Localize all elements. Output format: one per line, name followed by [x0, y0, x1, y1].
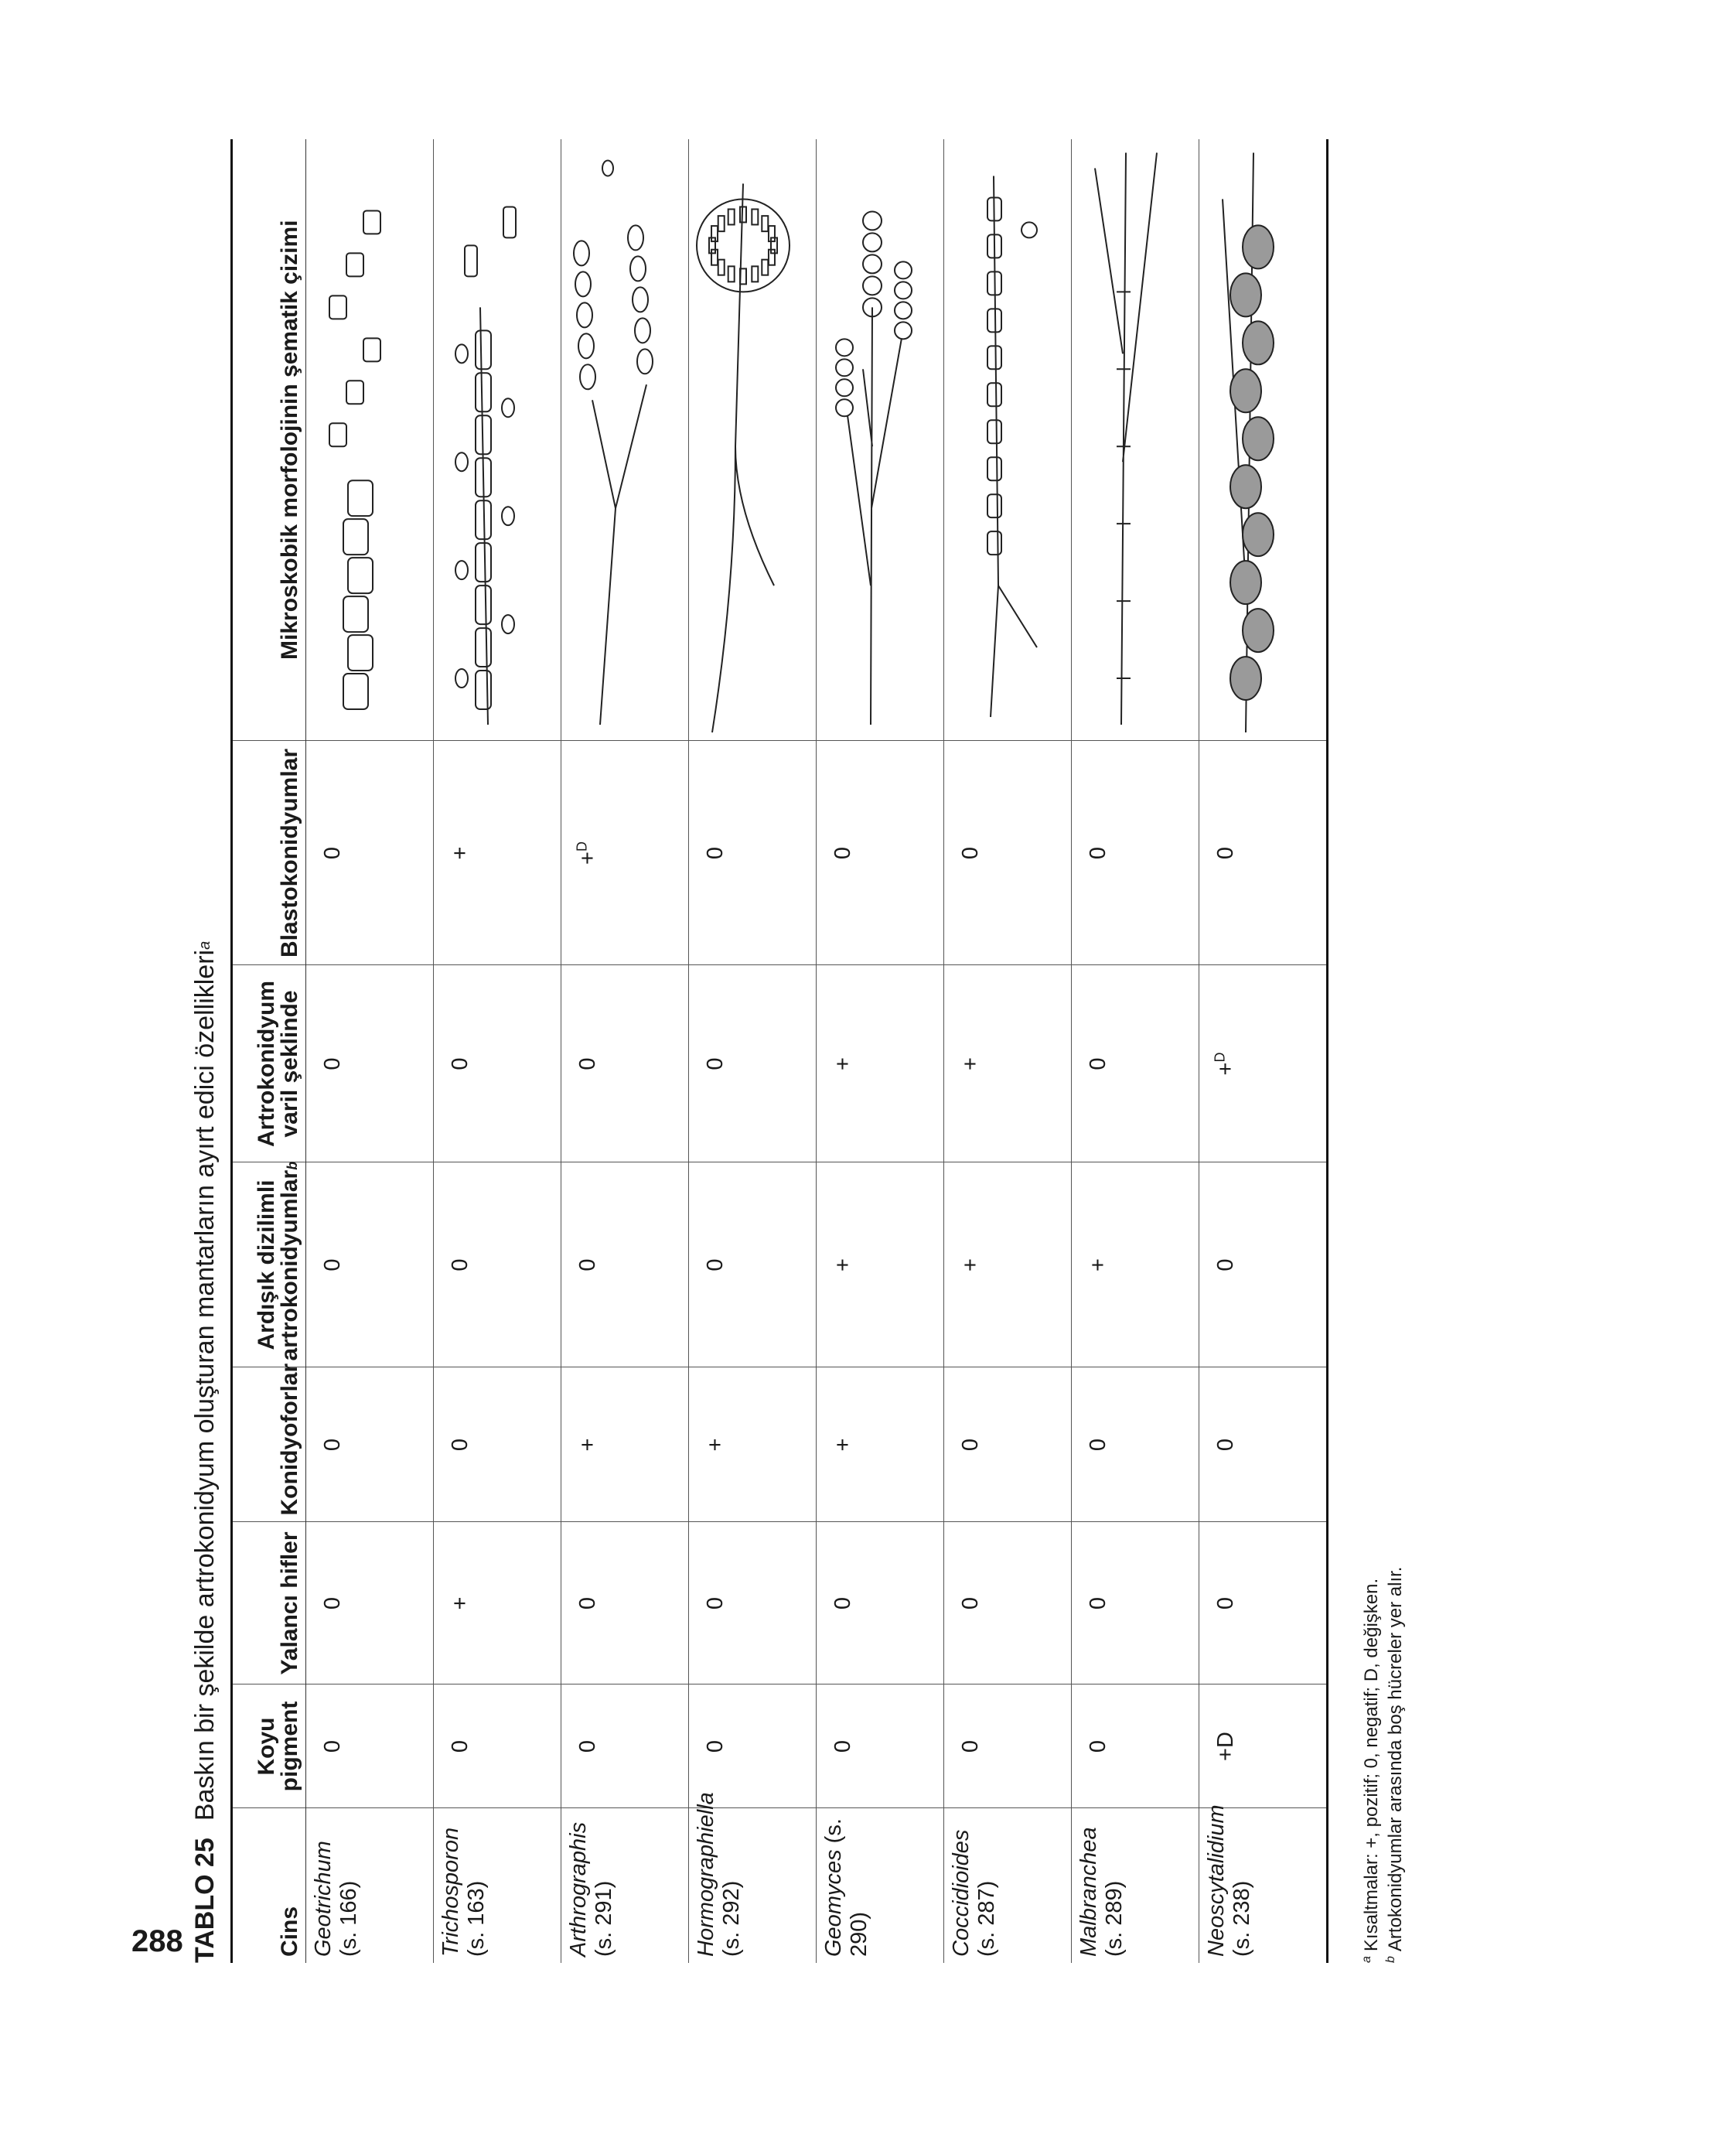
conidiophores-cell-value: 0 [1086, 1438, 1110, 1452]
barrel-arthroconidia-cell [1072, 965, 1199, 1162]
genus-cell [944, 1808, 1072, 1963]
table-row [306, 139, 434, 1963]
pseudohyphae-cell [944, 1522, 1072, 1684]
table-row [944, 139, 1072, 1963]
genus-cell [1199, 1804, 1328, 1963]
table-body [306, 139, 1328, 1963]
pseudohyphae-cell-value: 0 [320, 1596, 345, 1610]
footnote-marker: a [1360, 1956, 1373, 1963]
alternate-arthroconidia-cell-value: + [958, 1258, 983, 1271]
blastoconidia-cell [561, 741, 689, 965]
genus-page-ref: (s. 238) [1230, 1880, 1255, 1957]
genus-name: Geomyces [821, 1849, 846, 1957]
title-footnote-marker: a [196, 940, 213, 950]
pseudohyphae-cell-value: 0 [958, 1596, 983, 1610]
conidiophores-cell-value: + [830, 1438, 855, 1452]
footnotes [1359, 1567, 1407, 1963]
header-alternate-arthroconidia [232, 1162, 306, 1367]
alternate-arthroconidia-cell-value: 0 [575, 1258, 600, 1271]
pseudohyphae-cell-value: 0 [703, 1596, 728, 1610]
blastoconidia-cell [817, 741, 944, 965]
alternate-arthroconidia-cell [944, 1162, 1072, 1367]
rotated-table-block [178, 139, 1508, 1963]
genus-cell [1072, 1808, 1199, 1963]
alternate-arthroconidia-cell-value: 0 [320, 1258, 345, 1271]
genus-page-ref: (s. 289) [1102, 1880, 1127, 1957]
coccidioides-drawing-icon [944, 139, 1052, 741]
header-blastoconidia: Blastokonidyumlar [232, 741, 306, 965]
pseudohyphae-cell [306, 1522, 434, 1684]
alternate-arthroconidia-cell [306, 1162, 434, 1367]
conidiophores-cell [944, 1367, 1072, 1522]
table-row [434, 139, 561, 1963]
pseudohyphae-cell [1072, 1522, 1199, 1684]
conidiophores-cell-value: 0 [1213, 1438, 1238, 1452]
header-dark-pigment: Koyu pigment [232, 1684, 306, 1808]
drawing-cell [1072, 139, 1199, 741]
blastoconidia-cell [1199, 741, 1328, 965]
conidiophores-cell [561, 1367, 689, 1522]
barrel-arthroconidia-cell-value: 0 [575, 1057, 600, 1070]
malbranchea-drawing-icon [1072, 139, 1180, 741]
header-row [232, 139, 306, 1963]
pseudohyphae-cell [689, 1522, 817, 1684]
dark-pigment-cell [689, 1684, 817, 1808]
blastoconidia-cell [434, 741, 561, 965]
alternate-arthroconidia-cell-value: 0 [448, 1258, 472, 1271]
table-row [561, 139, 689, 1963]
drawing-cell [817, 139, 944, 741]
barrel-arthroconidia-cell [689, 965, 817, 1162]
dark-pigment-cell [1072, 1684, 1199, 1808]
conidiophores-cell [434, 1367, 561, 1522]
table-number: TABLO 25 [189, 1838, 220, 1963]
alternate-arthroconidia-cell [689, 1162, 817, 1367]
footnote-text: Kısaltmalar: +, pozitif; 0, negatif; D, değişken. [1361, 1578, 1382, 1952]
blastoconidia-cell-value: 0 [830, 846, 855, 860]
pseudohyphae-cell [561, 1522, 689, 1684]
pseudohyphae-cell-value: 0 [1213, 1596, 1238, 1610]
blastoconidia-cell-value: 0 [703, 846, 728, 860]
conidiophores-cell-value: 0 [320, 1438, 345, 1452]
conidiophores-cell-value: 0 [958, 1438, 983, 1452]
alternate-arthroconidia-cell-value: 0 [1213, 1258, 1238, 1271]
alternate-arthroconidia-cell [434, 1162, 561, 1367]
alternate-arthroconidia-cell-value: + [830, 1258, 855, 1271]
drawing-cell [944, 139, 1072, 741]
alternate-arthroconidia-cell [817, 1162, 944, 1367]
barrel-arthroconidia-cell-value: + [1213, 1062, 1238, 1076]
header-drawing: Mikroskobik morfolojinin şematik çizimi [232, 139, 306, 741]
dark-pigment-cell [944, 1684, 1072, 1808]
blastoconidia-cell [1072, 741, 1199, 965]
pseudohyphae-cell-value: 0 [575, 1596, 600, 1610]
table-row [817, 139, 944, 1963]
blastoconidia-cell-value: 0 [958, 846, 983, 860]
genus-name: Malbranchea [1076, 1827, 1101, 1957]
alternate-arthroconidia-cell [1072, 1162, 1199, 1367]
conidiophores-cell [306, 1367, 434, 1522]
barrel-arthroconidia-cell [1199, 965, 1328, 1162]
characteristics-table [230, 139, 1328, 1963]
genus-cell [561, 1808, 689, 1963]
header-alternate-text: Ardışık dizilimli artrokonidyumlar [253, 1169, 303, 1361]
geomyces-drawing-icon [817, 139, 925, 741]
conidiophores-cell [689, 1367, 817, 1522]
genus-name: Trichosporon [438, 1827, 463, 1957]
table-caption: Baskın bir şekilde artrokonidyum oluşturan mantarların ayırt edici özellikleri [189, 949, 220, 1821]
barrel-arthroconidia-cell [434, 965, 561, 1162]
header-barrel-arthroconidia: Artrokonidyum varil şeklinde [232, 965, 306, 1162]
pseudohyphae-cell-value: 0 [1086, 1596, 1110, 1610]
genus-page-ref: (s. 166) [336, 1880, 362, 1957]
header-pseudohyphae: Yalancı hifler [232, 1522, 306, 1684]
conidiophores-cell-value: + [703, 1438, 728, 1452]
dark-pigment-cell [434, 1684, 561, 1808]
dark-pigment-cell-value: +D [1213, 1732, 1238, 1761]
drawing-cell [306, 139, 434, 741]
blastoconidia-cell-value: 0 [1086, 846, 1110, 860]
dark-pigment-cell [561, 1684, 689, 1808]
dark-pigment-cell [306, 1684, 434, 1808]
barrel-arthroconidia-cell-value: 0 [703, 1057, 728, 1070]
dark-pigment-cell-value: 0 [1086, 1739, 1110, 1753]
blastoconidia-cell [944, 741, 1072, 965]
genus-page-ref: (s. 290) [821, 1818, 872, 1957]
alternate-arthroconidia-cell [561, 1162, 689, 1367]
dark-pigment-cell-value: 0 [448, 1739, 472, 1753]
footnote-text: Artokonidyumlar arasında boş hücreler yer alır. [1384, 1566, 1406, 1952]
blastoconidia-cell-value: 0 [320, 846, 345, 860]
drawing-cell [434, 139, 561, 741]
footnote-a [1359, 1567, 1383, 1963]
geotrichum-drawing-icon [306, 139, 414, 741]
alternate-arthroconidia-cell [1199, 1162, 1328, 1367]
header-conidiophores: Konidyoforlar [232, 1367, 306, 1522]
genus-name: Neoscytalidium [1204, 1804, 1229, 1957]
barrel-arthroconidia-cell-value: + [830, 1057, 855, 1070]
conidiophores-cell-value: 0 [448, 1438, 472, 1452]
genus-page-ref: (s. 287) [974, 1880, 1000, 1957]
conidiophores-cell-value: + [575, 1438, 600, 1452]
dark-pigment-cell [817, 1684, 944, 1808]
arthrographis-drawing-icon [561, 139, 670, 741]
blastoconidia-cell-value: 0 [1213, 846, 1238, 860]
barrel-arthroconidia-cell-value: + [958, 1057, 983, 1070]
dark-pigment-cell-value: 0 [703, 1739, 728, 1753]
dark-pigment-cell-value: 0 [575, 1739, 600, 1753]
blastoconidia-cell [689, 741, 817, 965]
trichosporon-drawing-icon [434, 139, 542, 741]
variable-marker: D [574, 841, 590, 852]
genus-page-ref: (s. 291) [592, 1880, 617, 1957]
neoscytalidium-drawing-icon [1199, 139, 1308, 741]
dark-pigment-cell-value: 0 [830, 1739, 855, 1753]
genus-cell [434, 1808, 561, 1963]
pseudohyphae-cell-value: + [448, 1596, 472, 1610]
variable-marker: D [1212, 1052, 1228, 1063]
barrel-arthroconidia-cell-value: 0 [320, 1057, 345, 1070]
drawing-cell [561, 139, 689, 741]
drawing-cell [1199, 139, 1328, 741]
dark-pigment-cell-value: 0 [958, 1739, 983, 1753]
genus-page-ref: (s. 292) [719, 1880, 745, 1957]
pseudohyphae-cell [434, 1522, 561, 1684]
dark-pigment-cell-value: 0 [320, 1739, 345, 1753]
alternate-arthroconidia-cell-value: + [1086, 1258, 1110, 1271]
blastoconidia-cell-value: + [575, 852, 600, 865]
table-title [178, 941, 232, 1963]
genus-name: Coccidioides [949, 1829, 974, 1957]
genus-page-ref: (s. 163) [464, 1880, 489, 1957]
conidiophores-cell [1072, 1367, 1199, 1522]
pseudohyphae-cell [1199, 1522, 1328, 1684]
table-row [1072, 139, 1199, 1963]
conidiophores-cell [1199, 1367, 1328, 1522]
conidiophores-cell [817, 1367, 944, 1522]
genus-name: Geotrichum [311, 1841, 336, 1957]
pseudohyphae-cell-value: 0 [830, 1596, 855, 1610]
hormographiella-drawing-icon [689, 139, 797, 741]
genus-cell [306, 1808, 434, 1963]
barrel-arthroconidia-cell [944, 965, 1072, 1162]
footnote-marker: b [1383, 1956, 1397, 1963]
genus-name: Arthrographis [566, 1821, 591, 1957]
barrel-arthroconidia-cell [561, 965, 689, 1162]
genus-cell [817, 1808, 944, 1963]
genus-cell [689, 1792, 817, 1963]
barrel-arthroconidia-cell-value: 0 [1086, 1057, 1110, 1070]
barrel-arthroconidia-cell-value: 0 [448, 1057, 472, 1070]
blastoconidia-cell-value: + [448, 846, 472, 860]
footnote-b [1383, 1567, 1407, 1963]
pseudohyphae-cell [817, 1522, 944, 1684]
drawing-cell [689, 139, 817, 741]
barrel-arthroconidia-cell [817, 965, 944, 1162]
table-row [689, 139, 817, 1963]
dark-pigment-cell [1199, 1684, 1328, 1808]
header-footnote-marker: b [285, 1161, 301, 1170]
blastoconidia-cell [306, 741, 434, 965]
alternate-arthroconidia-cell-value: 0 [703, 1258, 728, 1271]
header-genus: Cins [232, 1808, 306, 1963]
page-number: 288 [131, 1924, 183, 1958]
barrel-arthroconidia-cell [306, 965, 434, 1162]
table-row [1199, 139, 1328, 1963]
genus-name: Hormographiella [694, 1792, 718, 1957]
